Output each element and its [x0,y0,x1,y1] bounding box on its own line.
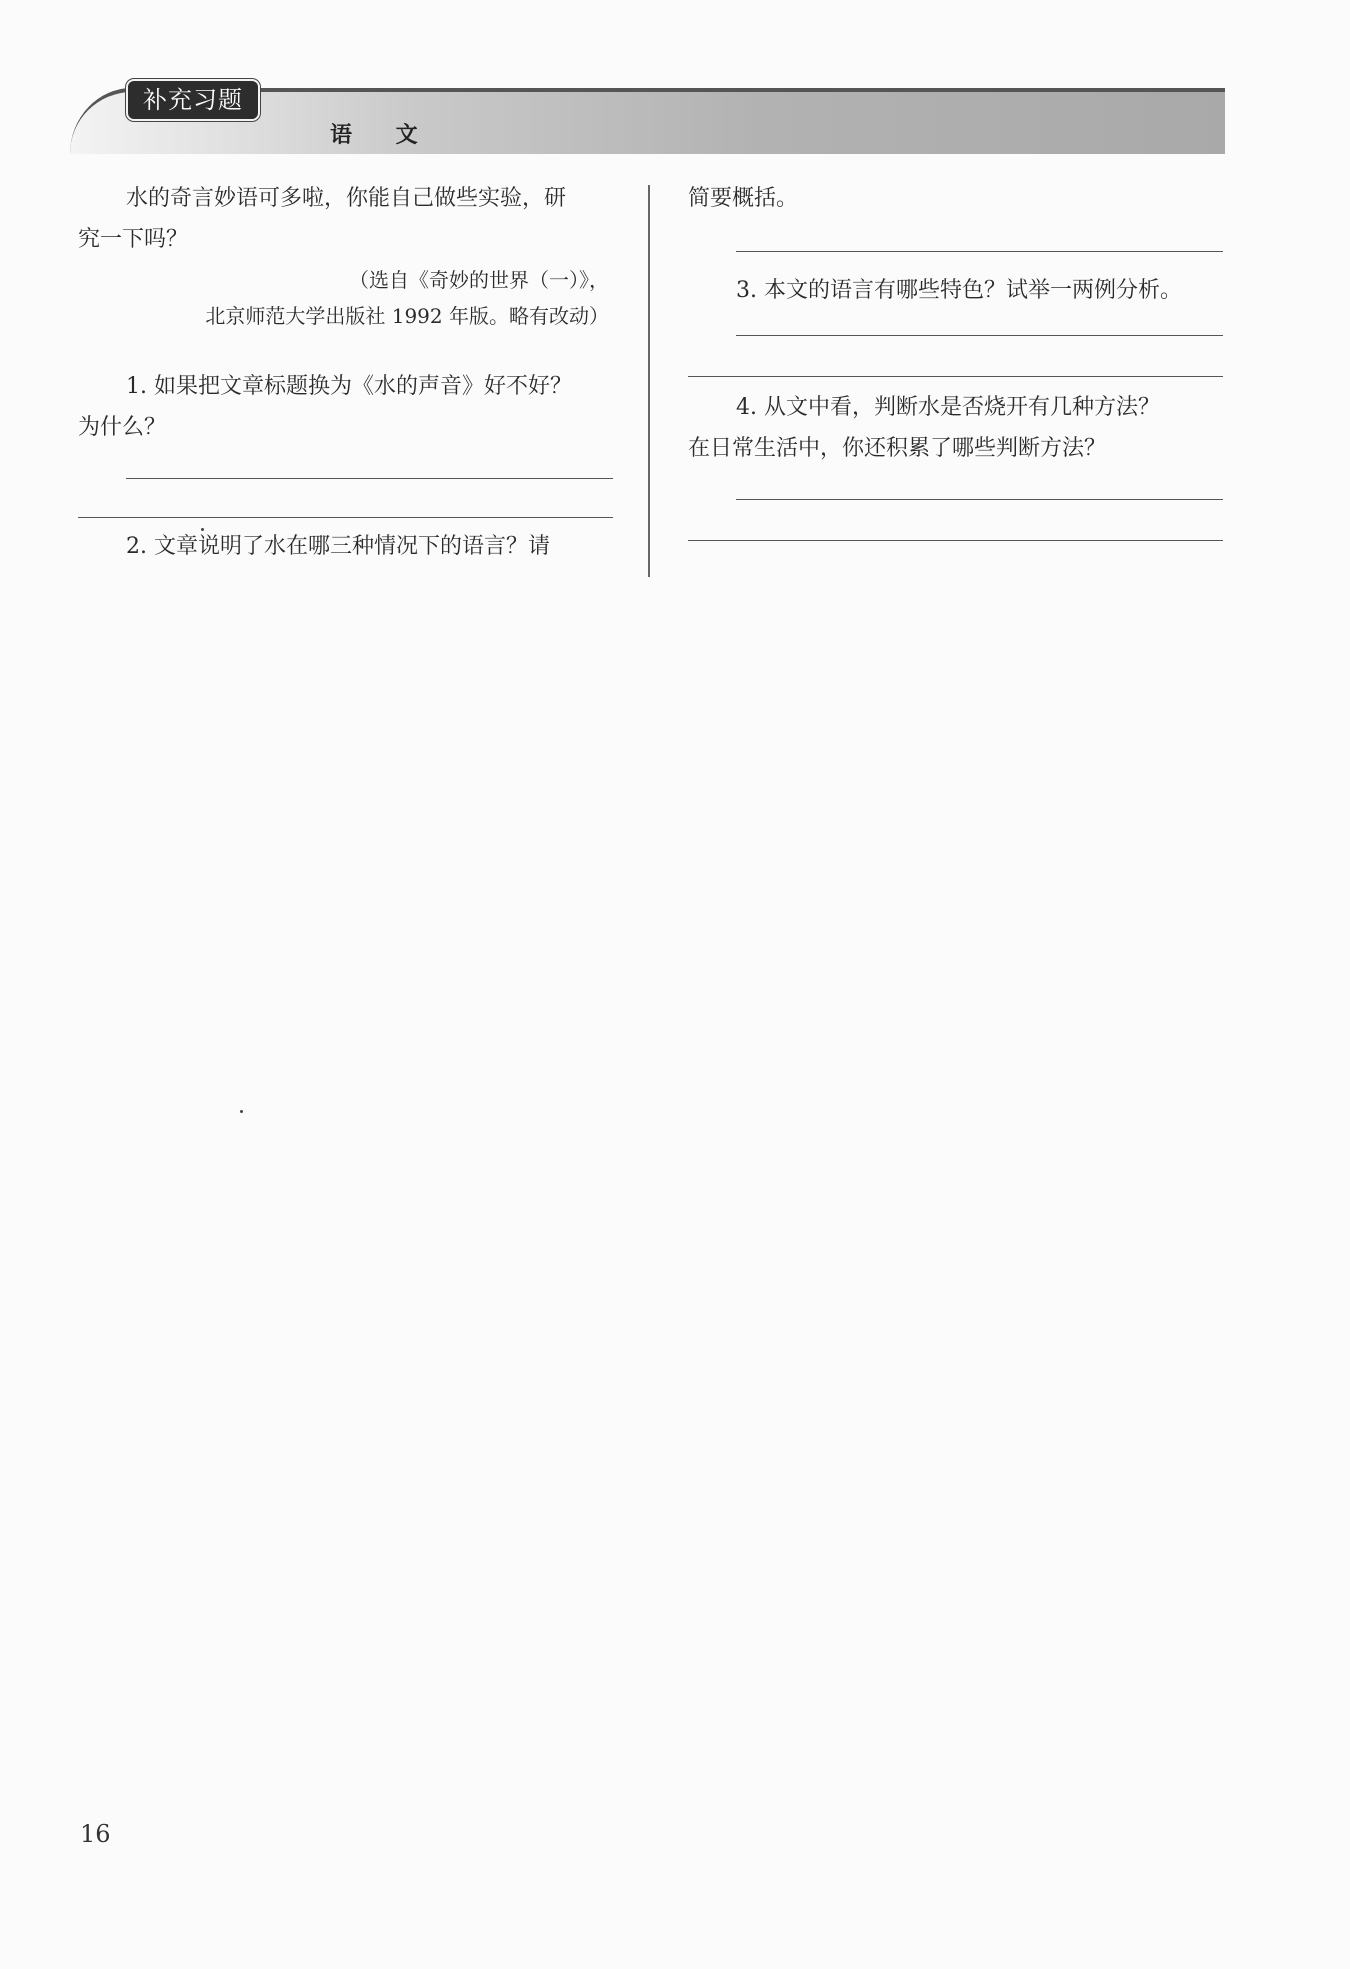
section-tag: 补充习题 [126,79,260,121]
subject-title: 语 文 [330,123,436,148]
intro-line-2: 究一下吗？ [78,227,189,252]
left-column [78,178,613,567]
question-3: 3. 本文的语言有哪些特色？试举一两例分析。 [736,278,1182,303]
intro-line-1: 水的奇言妙语可多啦，你能自己做些实验，研 [126,186,567,211]
source-line-2: 北京师范大学出版社 1992 年版。略有改动） [205,304,609,328]
answer-line-q4-2[interactable] [688,540,1223,541]
column-divider [648,185,650,577]
page-number: 16 [80,1820,111,1848]
print-speck [201,528,204,531]
question-2-line-2: 简要概括。 [688,186,799,211]
answer-line-q1-2[interactable] [78,517,613,518]
question-1-line-2: 为什么？ [78,415,167,440]
print-speck [240,1110,243,1113]
question-1-line-1: 1. 如果把文章标题换为《水的声音》好不好？ [126,374,572,399]
answer-line-q3-2[interactable] [688,376,1223,377]
right-column [688,178,1223,541]
answer-line-q2-1[interactable] [736,251,1223,252]
source-line-1: （选自《奇妙的世界（一）》， [349,268,609,292]
question-4-line-2: 在日常生活中，你还积累了哪些判断方法？ [688,436,1107,461]
question-2-line-1: 2. 文章说明了水在哪三种情况下的语言？请 [126,534,550,559]
question-4-line-1: 4. 从文中看，判断水是否烧开有几种方法？ [736,395,1160,420]
